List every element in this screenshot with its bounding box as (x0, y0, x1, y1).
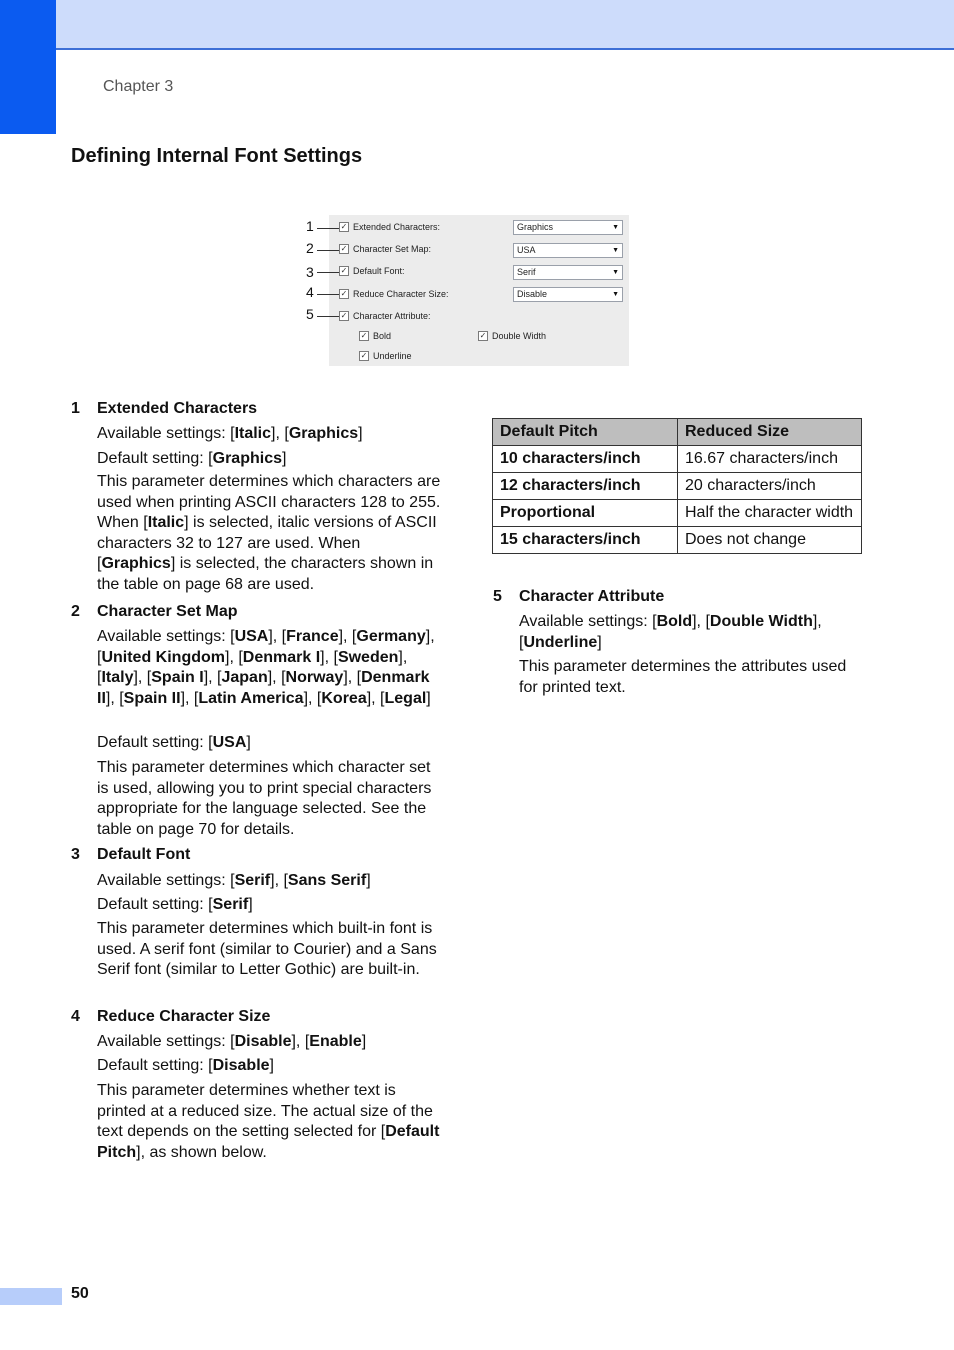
sep: ], [ (291, 1033, 310, 1050)
table-row (493, 446, 862, 473)
text: Available settings: [ (97, 872, 235, 889)
text: Default setting: [ (97, 734, 213, 751)
table-cell: 15 characters/inch (493, 527, 678, 554)
option: Disable (234, 1033, 292, 1050)
callout-number: 2 (306, 240, 314, 256)
sep: ], [ (267, 669, 286, 686)
default-setting (97, 733, 442, 754)
text: This parameter determines whether text is printed at a reduced size. The actual size of the text depends on the setting selected for [ (97, 1082, 433, 1140)
checkbox[interactable]: ✓ (479, 331, 487, 340)
callout-number: 4 (306, 284, 314, 300)
character-set-select[interactable] (513, 243, 623, 258)
dialog-row-label: Reduce Character Size: (353, 289, 449, 299)
option: Spain I (151, 669, 204, 686)
sep: ], [ (105, 689, 124, 707)
option-label: Underline (373, 351, 412, 361)
option: Denmark II (97, 669, 430, 707)
dialog-row-reduce (339, 287, 449, 301)
footer-bar (0, 1288, 62, 1305)
sep: ], [ (203, 669, 222, 686)
option: Graphics (288, 425, 359, 442)
table-header-row (493, 419, 862, 446)
chevron-down-icon: ▼ (612, 247, 619, 254)
option: Italy (101, 669, 134, 686)
table-cell: 10 characters/inch (493, 446, 678, 473)
chapter-tab (0, 0, 56, 134)
text: ] is selected, italic versions of ASCII characters 32 to 127 are used. When [ (97, 514, 437, 572)
option: Serif (234, 872, 271, 889)
item-title: Default Font (97, 846, 191, 863)
table-cell: 20 characters/inch (678, 473, 862, 500)
option: United Kingdom (101, 648, 225, 666)
option: Italic (147, 514, 185, 531)
item-number: 2 (71, 603, 80, 620)
chevron-down-icon: ▼ (612, 291, 619, 298)
option: Denmark I (242, 648, 321, 666)
option: Germany (356, 628, 426, 645)
table-row (493, 473, 862, 500)
default-font-select[interactable] (513, 265, 623, 280)
checkbox[interactable]: ✓ (340, 266, 348, 275)
available-settings (97, 1032, 442, 1053)
option: Norway (285, 669, 344, 686)
available-settings (97, 871, 442, 892)
option: Sweden (337, 648, 399, 666)
dialog-row-label: Character Attribute: (353, 311, 431, 321)
option-label: Bold (373, 331, 392, 341)
option: Serif (212, 896, 249, 913)
description: This parameter determines the attributes used for printed text. (519, 658, 847, 696)
callout-line (317, 250, 339, 251)
option: Korea (321, 689, 367, 707)
sep: ], [ (133, 669, 152, 686)
dialog-row-font (339, 264, 405, 278)
description: This parameter determines which built-in font is used. A serif font (similar to Courier) and a Sans Serif font (similar to Letter Gothic) are built-in. (97, 920, 437, 978)
sep: ] (426, 689, 431, 707)
callout-line (317, 316, 339, 317)
callout-line (317, 294, 339, 295)
text: Available settings: [ (97, 1033, 235, 1050)
sep: ], [ (271, 425, 289, 442)
sep: ], [ (97, 648, 408, 686)
checkbox[interactable]: ✓ (360, 331, 368, 340)
callout-line (317, 272, 339, 273)
item-number: 5 (493, 588, 502, 605)
sep: ] (366, 872, 371, 889)
sep: ], [ (303, 689, 322, 707)
option-label: Double Width (492, 331, 547, 341)
table-row (493, 527, 862, 554)
text: Default setting: [ (97, 450, 213, 467)
sep: ], [ (343, 669, 362, 686)
page-title: Defining Internal Font Settings (71, 145, 363, 167)
description (97, 472, 442, 595)
select-value: Disable (517, 289, 548, 299)
sep: ] (358, 425, 363, 442)
dialog-row-label: Extended Characters: (353, 222, 441, 232)
checkbox[interactable]: ✓ (340, 244, 348, 253)
select-value: Serif (517, 267, 536, 277)
dialog-row-extended (339, 220, 440, 234)
text: Default setting: [ (97, 896, 213, 913)
available-settings (97, 627, 442, 709)
sep: ] (246, 734, 251, 751)
sep: ], [ (270, 872, 288, 889)
option: Disable (212, 1057, 270, 1074)
option: Underline (523, 633, 598, 651)
item-title: Reduce Character Size (97, 1008, 271, 1025)
sep: ], [ (692, 613, 710, 630)
text: Available settings: [ (97, 425, 235, 442)
font-settings-dialog (329, 215, 629, 366)
checkbox[interactable]: ✓ (340, 289, 348, 298)
item-title: Character Set Map (97, 603, 238, 620)
table-cell: 16.67 characters/inch (678, 446, 862, 473)
text: ], as shown below. (136, 1143, 267, 1161)
extended-characters-select[interactable] (513, 220, 623, 235)
text: ] is selected, the characters shown in the table on page 68 are used. (97, 555, 434, 593)
item-number: 3 (71, 846, 80, 863)
text: Available settings: [ (519, 613, 657, 630)
option: Spain II (123, 689, 181, 707)
column-header: Default Pitch (493, 419, 678, 446)
sep: ], [ (320, 648, 338, 666)
table-cell: Does not change (678, 527, 862, 554)
sep: ] (269, 1057, 274, 1074)
item-title: Character Attribute (519, 588, 665, 605)
checkbox[interactable]: ✓ (340, 311, 348, 320)
callout-number: 3 (306, 264, 314, 280)
callout-line (317, 228, 339, 229)
checkbox[interactable]: ✓ (360, 351, 368, 360)
option: Enable (309, 1033, 362, 1050)
double-width-option (478, 329, 546, 343)
callout-number: 5 (306, 306, 314, 322)
table-cell: 12 characters/inch (493, 473, 678, 500)
text: This parameter determines which characters are used when printing ASCII characters 128 to 255. When [ (97, 473, 441, 531)
default-setting (97, 449, 442, 470)
sep: ], [ (180, 689, 199, 707)
item-number: 1 (71, 400, 80, 417)
option: Legal (384, 689, 427, 707)
option: USA (212, 734, 247, 751)
option: USA (234, 628, 269, 645)
dialog-row-attribute (339, 309, 431, 323)
sep: ], [ (268, 628, 287, 645)
dialog-row-label: Default Font: (353, 266, 405, 276)
select-value: USA (517, 245, 536, 255)
item-title: Extended Characters (97, 400, 258, 417)
sep: ] (281, 450, 287, 467)
table-cell: Half the character width (678, 500, 862, 527)
option: Italic (234, 425, 272, 442)
description: This parameter determines which character set is used, allowing you to print special characters appropriate for the language selected. See the table on page 70 for details. (97, 759, 432, 838)
sep: ], [ (97, 628, 435, 666)
sep: ], [ (366, 689, 385, 707)
sep: ] (248, 896, 253, 913)
description (97, 1081, 442, 1163)
option: Graphics (212, 450, 282, 467)
item-number: 4 (71, 1008, 80, 1025)
text: Default setting: [ (97, 1057, 213, 1074)
dialog-row-charset (339, 242, 431, 256)
sep: ], [ (519, 613, 822, 651)
sep: ] (361, 1033, 367, 1050)
page-number: 50 (71, 1285, 89, 1302)
callout-number: 1 (306, 218, 314, 234)
option: Sans Serif (287, 872, 367, 889)
header-band (56, 0, 954, 50)
option: Bold (656, 613, 693, 630)
chevron-down-icon: ▼ (612, 224, 619, 231)
sep: ], [ (225, 648, 243, 666)
table-row (493, 500, 862, 527)
sep: ] (597, 633, 602, 651)
chapter-label: Chapter 3 (103, 78, 174, 95)
select-value: Graphics (517, 222, 554, 232)
bold-option (359, 329, 391, 343)
dialog-row-label: Character Set Map: (353, 244, 432, 254)
underline-option (359, 349, 412, 363)
option: Latin America (198, 689, 304, 707)
option: Japan (221, 669, 268, 686)
pitch-table (492, 418, 862, 554)
text: Available settings: [ (97, 628, 235, 645)
option: France (286, 628, 339, 645)
chevron-down-icon: ▼ (612, 269, 619, 276)
table-cell: Proportional (493, 500, 678, 527)
option: Default Pitch (97, 1123, 440, 1161)
reduce-size-select[interactable] (513, 287, 623, 302)
checkbox[interactable]: ✓ (340, 222, 348, 231)
option: Graphics (101, 555, 171, 572)
available-settings (519, 612, 864, 653)
option: Double Width (709, 613, 813, 630)
default-setting (97, 895, 442, 916)
default-setting (97, 1056, 442, 1077)
sep: ], [ (338, 628, 357, 645)
available-settings (97, 424, 442, 445)
column-header: Reduced Size (678, 419, 862, 446)
